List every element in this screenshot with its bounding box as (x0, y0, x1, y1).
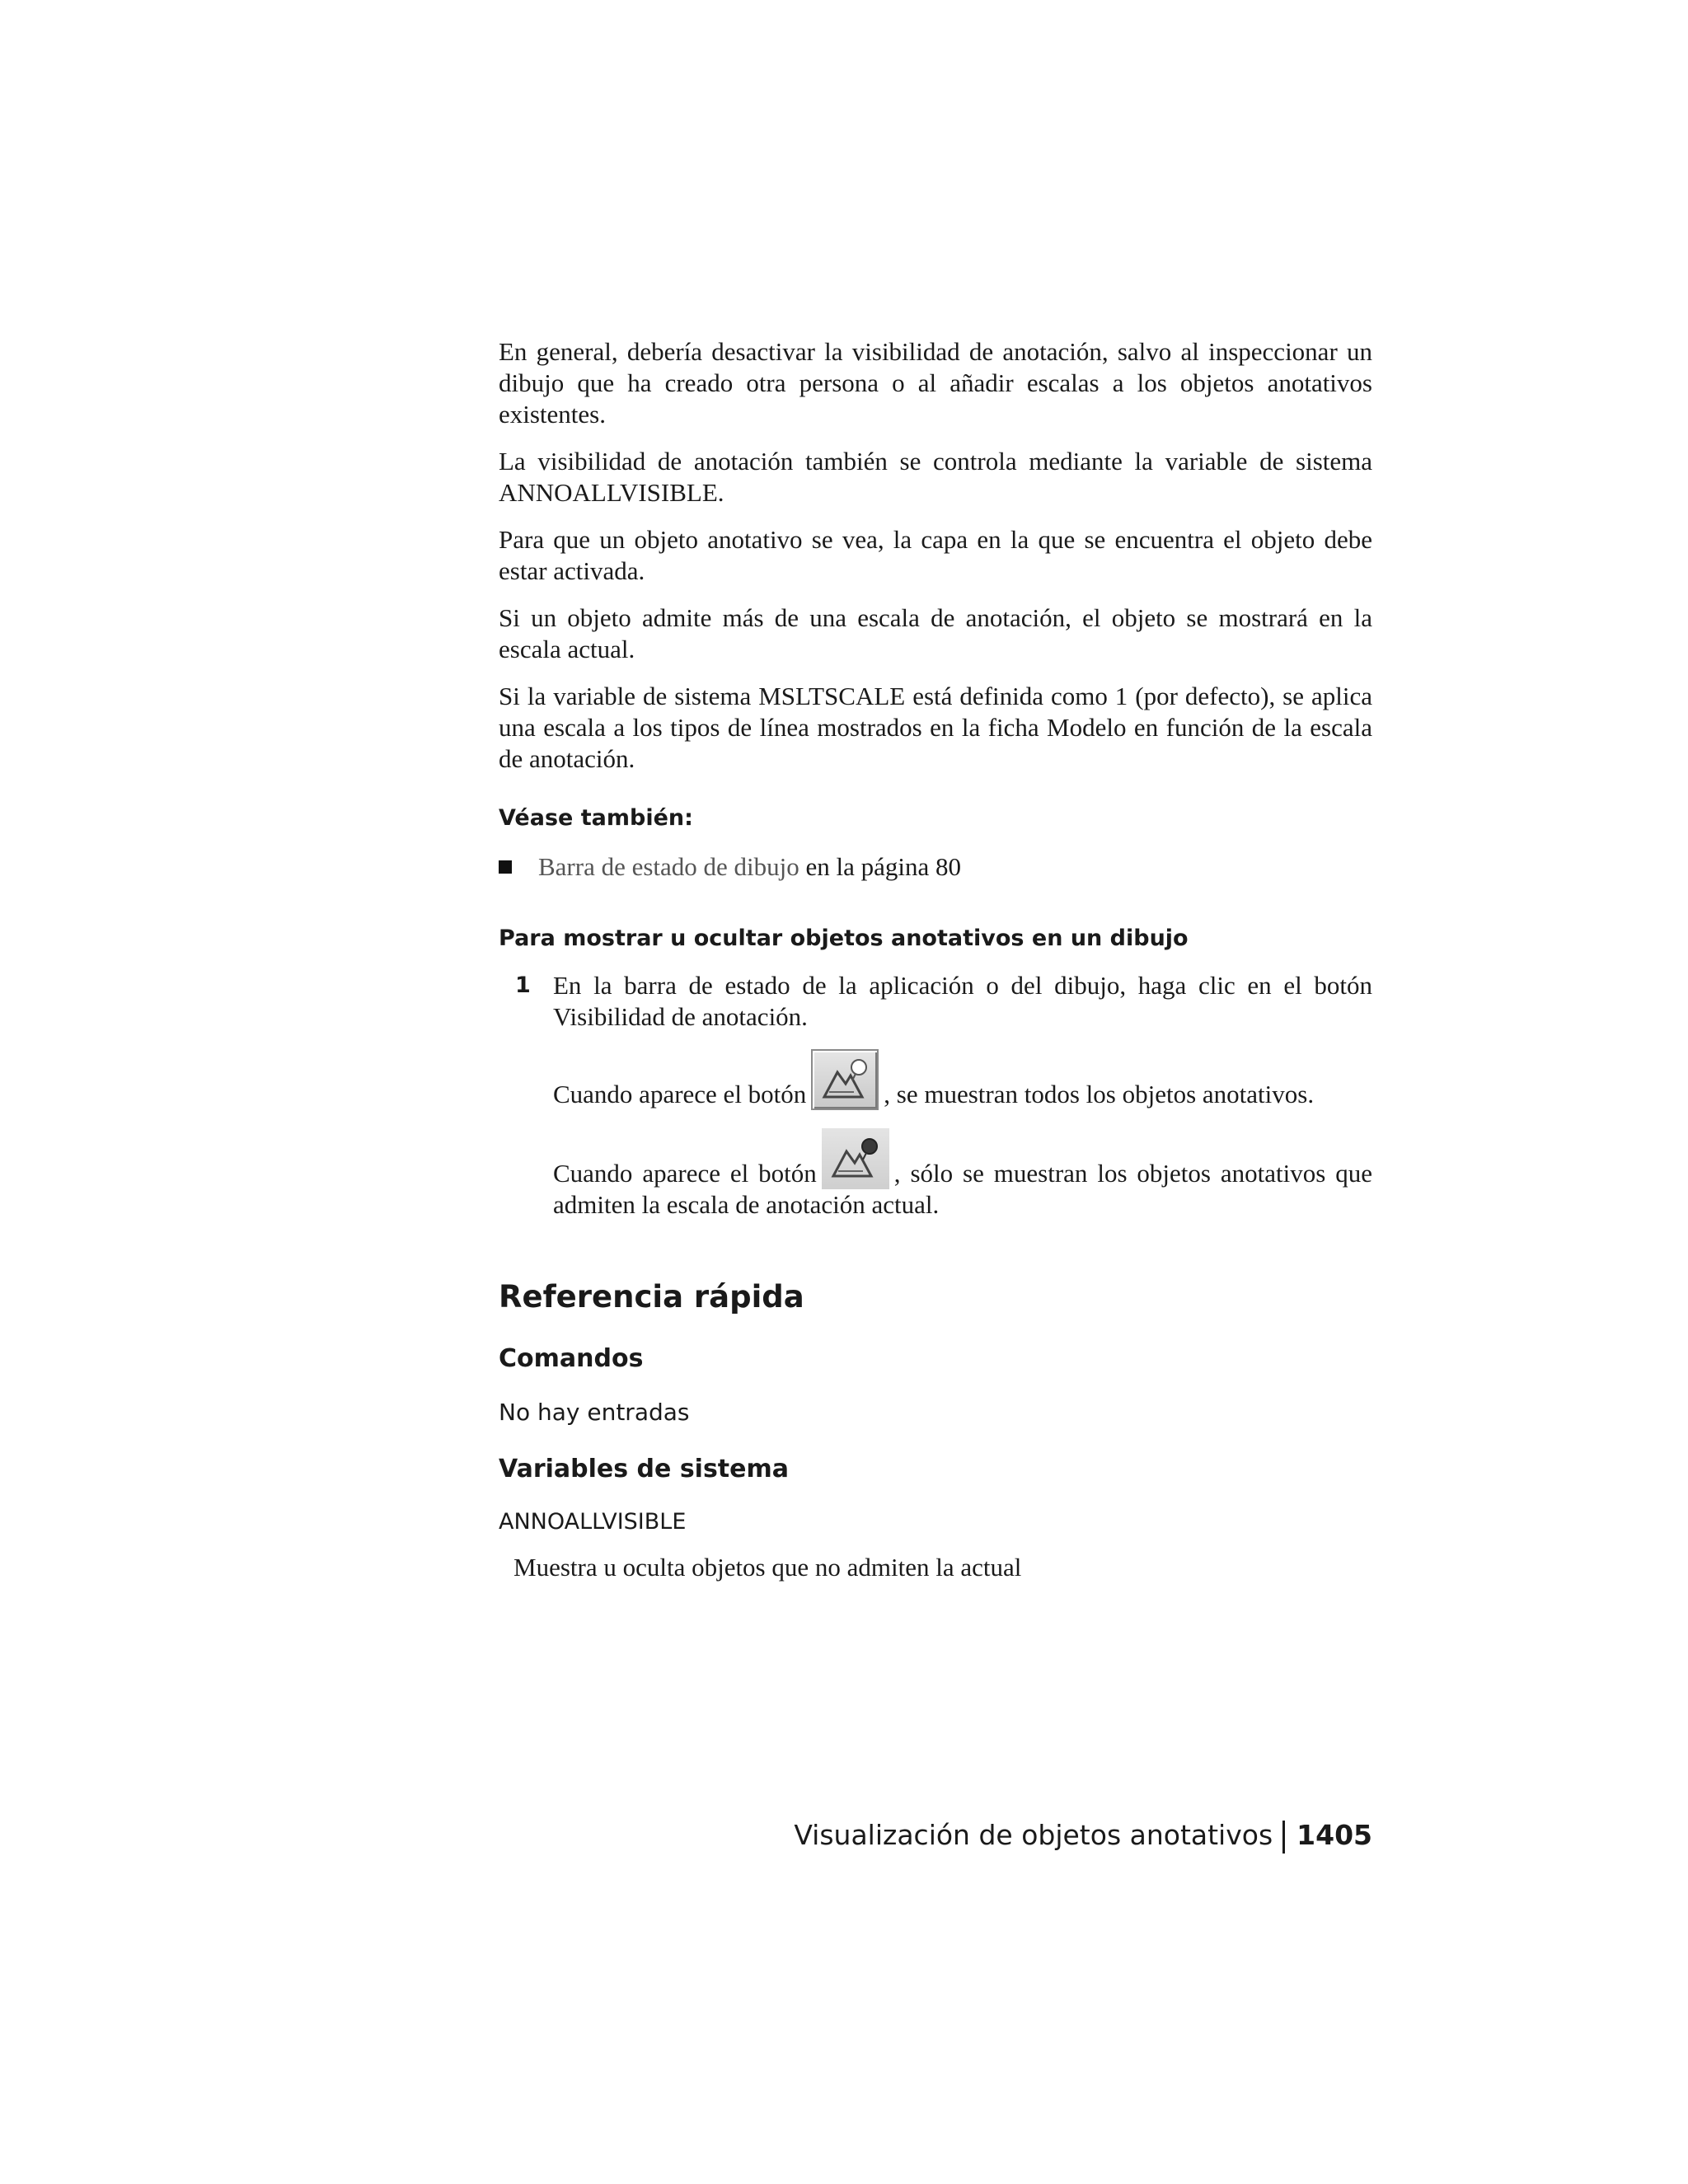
see-also-suffix: en la página 80 (799, 852, 962, 881)
annotation-visibility-on-icon (811, 1049, 879, 1110)
procedure-step (499, 970, 1372, 1221)
step-text: En la barra de estado de la aplicación o del dibujo, haga clic en el botón Visibilidad de anotación. (553, 971, 1372, 1031)
icon-line-off (553, 1128, 1372, 1221)
paragraph-1: En general, debería desactivar la visibilidad de anotación, salvo al inspeccionar un dibujo que ha creado otra persona o al añadir escalas a los objetos anotativos existentes. (499, 337, 1372, 429)
system-variables-heading: Variables de sistema (499, 1455, 790, 1483)
commands-value: No hay entradas (499, 1399, 690, 1426)
on-suffix: , se muestran todos los objetos anotativos. (884, 1080, 1315, 1108)
page-footer (794, 1817, 1372, 1854)
system-variable-description: Muestra u oculta objetos que no admiten la actual (513, 1553, 1022, 1582)
quick-reference-title: Referencia rápida (499, 1279, 804, 1315)
annotation-visibility-off-icon (822, 1128, 889, 1189)
off-prefix: Cuando aparece el botón (553, 1159, 817, 1188)
paragraph-2: La visibilidad de anotación también se controla mediante la variable de sistema ANNOALLVISIBLE. (499, 447, 1372, 507)
paragraph-4: Si un objeto admite más de una escala de anotación, el objeto se mostrará en la escala actual. (499, 603, 1372, 663)
page-number: 1405 (1296, 1819, 1372, 1851)
on-prefix: Cuando aparece el botón (553, 1080, 807, 1108)
commands-heading: Comandos (499, 1344, 644, 1373)
off-suffix: , sólo se muestran los objetos anotativos que admiten la escala de anotación actual. (553, 1159, 1372, 1219)
paragraph-5: Si la variable de sistema MSLTSCALE está definida como 1 (por defecto), se aplica una escala a los tipos de línea mostrados en la ficha Modelo en función de la escala de anotación. (499, 682, 1372, 773)
footer-section-title: Visualización de objetos anotativos (794, 1819, 1273, 1851)
see-also-item (499, 851, 1372, 883)
document-page (499, 336, 1372, 1583)
system-variable-name[interactable]: ANNOALLVISIBLE (499, 1509, 687, 1535)
step-number: 1 (515, 972, 531, 998)
see-also-link[interactable]: Barra de estado de dibujo (538, 852, 799, 881)
see-also-heading: Véase también: (499, 805, 693, 831)
footer-separator (1282, 1821, 1285, 1854)
procedure-heading: Para mostrar u ocultar objetos anotativos en un dibujo (499, 926, 1189, 951)
icon-line-on (553, 1049, 1372, 1110)
bullet-square-icon (499, 860, 512, 874)
paragraph-3: Para que un objeto anotativo se vea, la capa en la que se encuentra el objeto debe estar activada. (499, 525, 1372, 585)
